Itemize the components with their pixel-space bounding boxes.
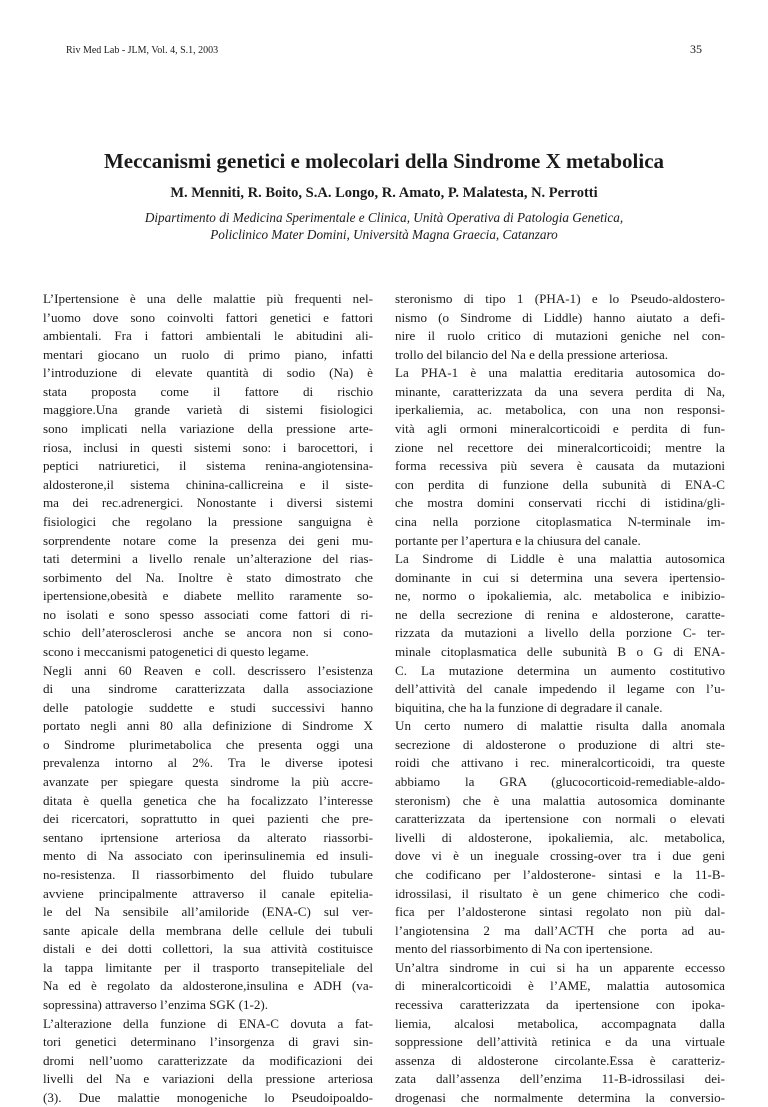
body-text-line: zata dall’assenza dell’enzima 11-B-idrossilasi dei- — [395, 1071, 725, 1087]
body-text-line: mento del riassorbimento di Na con ipertensione. — [395, 941, 653, 957]
body-text-line: secrezione di aldosterone o produzione di altri ste- — [395, 736, 725, 752]
body-text-line: steronism) che è una malattia autosomica dominante — [395, 792, 725, 808]
body-text-line: vità agli ormoni mineralcorticoidi e perdita di fun- — [395, 421, 725, 437]
body-text-line: tori genetici determinano l’insorgenza di gravi sin- — [43, 1034, 373, 1050]
body-text-line: cina nella porzione citoplasmatica N-terminale im- — [395, 513, 725, 529]
body-text-line: C. La mutazione determina un aumento costitutivo — [395, 662, 725, 678]
body-text-line: scono i meccanismi patogenetici di questo legame. — [43, 643, 309, 659]
body-text-line: rizzata da mutazioni a livello della porzione C- ter- — [395, 625, 725, 641]
body-text-line: fisiologici che regolano la pressione sanguigna è — [43, 513, 373, 529]
body-text-line: minante, caratterizzata da una severa perdita di Na, — [395, 383, 725, 399]
body-text-line: caratterizzata da ipertensione con normali o elevati — [395, 811, 725, 827]
body-text-line: forma recessiva più severa è causata da mutazioni — [395, 458, 725, 474]
body-text-line: di mineralcorticoidi è l’AME, malattia autosomica — [395, 978, 725, 994]
affiliation — [40, 209, 728, 243]
body-text-line: minale citoplasmatica delle subunità B o G di ENA- — [395, 643, 725, 659]
body-text-line: ditata è quella genetica che ha focalizzato l’interesse — [43, 792, 373, 808]
body-text-line: con perdita di funzione della subunità di ENA-C — [395, 476, 725, 492]
body-text-line: (3). Due malattie monogeniche lo Pseudoipoaldo- — [43, 1089, 373, 1105]
body-text-line: prevalenza intorno al 2%. Tra le diverse ipotesi — [43, 755, 373, 771]
body-text-line: L’Ipertensione è una delle malattie più frequenti nel- — [43, 291, 373, 306]
body-text-line: stata proposta come il fattore di rischio — [43, 383, 373, 399]
running-head — [66, 44, 702, 58]
body-text-line: schio dell’aterosclerosi anche se ancora non si cono- — [43, 625, 373, 641]
journal-citation: Riv Med Lab - JLM, Vol. 4, S.1, 2003 — [66, 45, 219, 56]
body-text-line: sorbimento del Na. Inoltre è stato dimostrato che — [43, 569, 373, 585]
body-text-line: drogenasi che normalmente determina la conversio- — [395, 1089, 725, 1105]
body-text-line: aldosterone,il sistema chinina-callicreina e il siste- — [43, 476, 373, 492]
body-text-line: l’angiotensina 2 ma dall’ACTH che porta ad au- — [395, 922, 725, 938]
body-text-line: o Sindrome plurimetabolica che presenta oggi una — [43, 736, 373, 752]
body-text-line: che codificano per l’aldosterone- sintasi e la 11-B- — [395, 866, 725, 882]
body-text-line: peptici natriuretici, il sistema renina-angiotensina- — [43, 458, 373, 474]
body-text-line: nismo (o Sindrome di Liddle) hanno aiutato a defi- — [395, 309, 725, 325]
author-list: M. Menniti, R. Boito, S.A. Longo, R. Amato, P. Malatesta, N. Perrotti — [170, 185, 598, 201]
page-number: 35 — [690, 42, 702, 56]
body-text-line: che mostra domini conservati ricchi di istidina/gli- — [395, 495, 725, 511]
body-text-line: ambientali. Fra i fattori ambientali le abitudini ali- — [43, 328, 373, 344]
body-text-line: roidi che attivano i rec. mineralcorticoidi, tra queste — [395, 755, 725, 771]
body-text-line: dominante in cui si determina una severa ipertensio- — [395, 569, 725, 585]
body-text-line: avviene principalmente attraverso il canale epitelia- — [43, 885, 373, 901]
body-text-line: avanzate per spiegare questa sindrome la più accre- — [43, 774, 373, 790]
body-text-line: maggiore.Una grande varietà di sistemi fisiologici — [43, 402, 373, 418]
body-text-line: le del Na sensibile all’amiloride (ENA-C) sul ver- — [43, 904, 373, 920]
body-text-line: liemia, alcalosi metabolica, accompagnata dalla — [395, 1015, 725, 1031]
body-text-line: portante per l’apertura e la chiusura del canale. — [395, 532, 641, 548]
body-text-line: zione nel recettore dei mineralcorticoidi; mentre la — [395, 439, 725, 455]
body-text-line: fica per l’aldosterone sintasi regolato non più dal- — [395, 904, 725, 920]
body-text-line: distali e dei dotti collettori, la sua attività costituisce — [43, 941, 373, 957]
body-text-line: ne della secrezione di renina e aldosterone, caratte- — [395, 606, 725, 622]
body-text-line: di una sindrome caratterizzata dalla associazione — [43, 681, 373, 697]
body-text-line: Na ed è regolato da aldosterone,insulina e ADH (va- — [43, 978, 373, 994]
body-text-line: assenza di aldosterone circolante.Essa è caratteriz- — [395, 1052, 725, 1068]
body-text-line: Negli anni 60 Reaven e coll. descrissero l’esistenza — [43, 662, 373, 678]
body-text-line: dei ricercatori, soprattutto in quei pazienti che pre- — [43, 811, 373, 827]
body-text-line: ipertensione,obesità e diabete mellito raramente so- — [43, 588, 373, 604]
body-text-line: recessiva caratterizzata da ipertensione con ipoka- — [395, 996, 725, 1012]
left-column — [43, 290, 373, 1107]
body-text-line: abbiamo la GRA (glucocorticoid-remediable-aldo- — [395, 774, 725, 790]
article-title: Meccanismi genetici e molecolari della Sindrome X metabolica — [103, 149, 665, 173]
body-text-line: Un certo numero di malattie risulta dalla anomala — [395, 718, 725, 734]
body-text-line: sentano iprtensione arteriosa da alterato riassorbi- — [43, 829, 373, 845]
body-text-line: la tappa limitante per il trasporto transepiteliale del — [43, 959, 373, 975]
body-text-line: soppressione dell’attività retinica e da una virtuale — [395, 1034, 725, 1050]
body-text-line: sono implicati nella variazione della pressione arte- — [43, 421, 373, 437]
body-text-line: sorprendente notare come la presenza dei geni mu- — [43, 532, 373, 548]
body-text-line: no-resistenza. Il riassorbimento del fluido tubulare — [43, 866, 373, 882]
body-text-line: trollo del bilancio del Na e della pressione arteriosa. — [395, 346, 669, 362]
body-text-line: biquitina, che ha la funzione di degradare il canale. — [395, 699, 663, 715]
body-text-line: mentari giocano un ruolo di primo piano, infatti — [43, 346, 373, 362]
affiliation-line: Dipartimento di Medicina Sperimentale e Clinica, Unità Operativa di Patologia Genetica, — [144, 210, 624, 225]
body-text-line: L’alterazione della funzione di ENA-C dovuta a fat- — [43, 1015, 373, 1031]
affiliation-line: Policlinico Mater Domini, Università Magna Graecia, Catanzaro — [210, 227, 558, 242]
body-text-line: sante apicale della membrana delle cellule dei tubuli — [43, 922, 373, 938]
body-text-line: sopressina) attraverso l’enzima SGK (1-2). — [43, 996, 269, 1012]
body-text-line: ma dei rec.adrenergici. Nonostante i diversi sistemi — [43, 495, 373, 511]
body-text-line: nire il ruolo critico di mutazioni geniche nel con- — [395, 328, 725, 344]
body-text-line: livelli di aldosterone, ipokaliemia, alc. metabolica, — [395, 829, 725, 845]
body-text-line: dromi nell’uomo caratterizzate da modificazioni dei — [43, 1052, 373, 1068]
body-text-line: steronismo di tipo 1 (PHA-1) e lo Pseudo-aldostero- — [395, 291, 725, 306]
body-text-line: iperkaliemia, ac. metabolica, con una non responsi- — [395, 402, 725, 418]
body-text-line: riosa, inclusi in questi sistemi sono: i barocettori, i — [43, 439, 373, 455]
body-text-line: livelli del Na e variazioni della pressione arteriosa — [43, 1071, 373, 1087]
body-text-line: l’uomo dove sono coinvolti fattori genetici e fattori — [43, 309, 373, 325]
body-text-line: l’introduzione di elevate quantità di sodio (Na) è — [43, 365, 373, 381]
body-text-line: portato negli anni 80 alla definizione di Sindrome X — [43, 718, 373, 734]
body-text-line: Un’altra sindrome in cui si ha un apparente eccesso — [395, 959, 725, 975]
body-text-line: La Sindrome di Liddle è una malattia autosomica — [395, 551, 725, 567]
body-text-line: ne, normo o ipokaliemia, alc. metabolica e inibizio- — [395, 588, 725, 604]
body-text-line: La PHA-1 è una malattia ereditaria autosomica do- — [395, 365, 725, 381]
body-text-line: delle patologie suddette e studi successivi hanno — [43, 699, 373, 715]
body-text-line: mento di Na associato con iperinsulinemia ed insuli- — [43, 848, 373, 864]
right-column — [395, 290, 725, 1107]
body-text-line: no isolati e sono spesso associati come fattori di ri- — [43, 606, 373, 622]
body-text-line: dove vi è un ineguale crossing-over tra i due geni — [395, 848, 725, 864]
body-text-line: dell’attività del canale impedendo il legame con l’u- — [395, 681, 725, 697]
body-text-line: tati determini a livello renale un’alterazione del rias- — [43, 551, 373, 567]
body-text-line: idrossilasi, il risultato è un gene chimerico che codi- — [395, 885, 725, 901]
